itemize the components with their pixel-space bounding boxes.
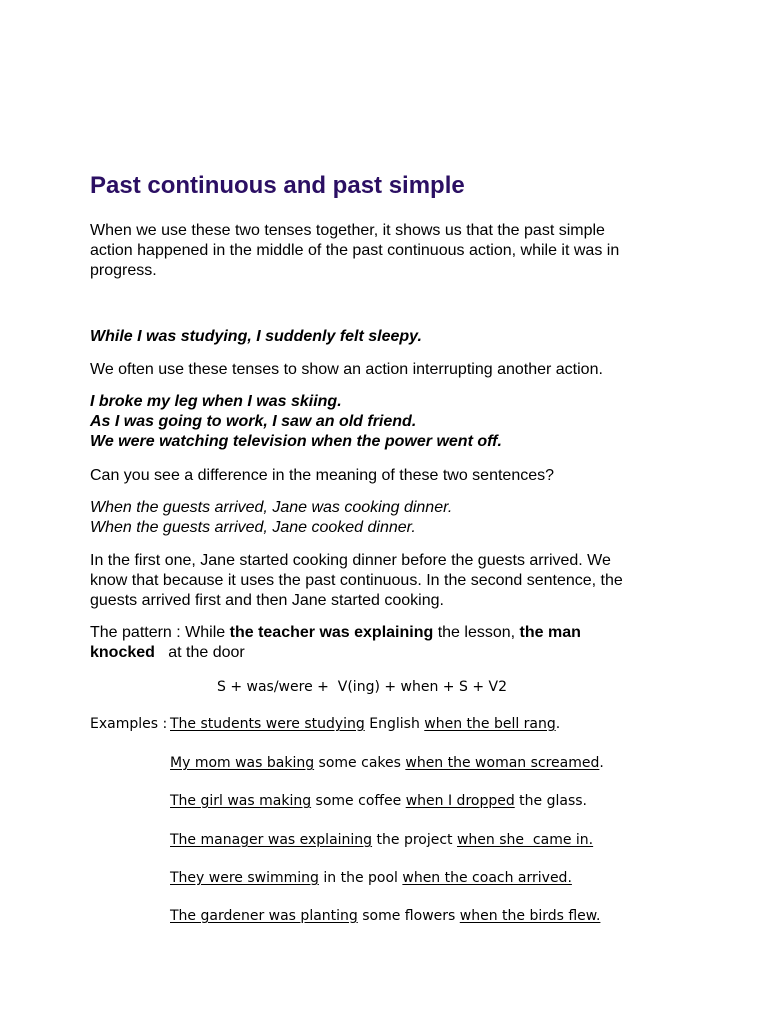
example-middle: some cakes [314, 755, 406, 771]
example-end: . [599, 755, 604, 771]
example-sentence [170, 753, 604, 773]
pattern-suffix: at the door [154, 644, 245, 661]
intro-line: When we use these two tenses together, it shows us that the past simple [90, 222, 605, 239]
example-sleepy: While I was studying, I suddenly felt sleepy. [90, 328, 422, 345]
explanation-line: know that because it uses the past continuous. In the second sentence, the [90, 572, 623, 589]
difference-example: When the guests arrived, Jane was cooking dinner. [90, 499, 453, 516]
example-sentence [170, 868, 572, 888]
example-continuous-clause: My mom was baking [170, 755, 315, 771]
pattern-formula: S + was/were + V(ing) + when + S + V2 [217, 679, 507, 695]
example-middle: some flowers [357, 908, 460, 924]
difference-examples [90, 498, 680, 538]
example-middle: the project [372, 832, 457, 848]
example-middle: in the pool [318, 870, 403, 886]
example-simple-clause: when the bell rang [424, 716, 556, 732]
difference-example: When the guests arrived, Jane cooked dinner. [90, 519, 416, 536]
pattern-bold-verb: knocked [90, 644, 155, 661]
interrupt-example: As I was going to work, I saw an old friend. [90, 413, 417, 430]
example-sentence [170, 830, 593, 850]
interrupt-example: I broke my leg when I was skiing. [90, 393, 342, 410]
example-simple-clause: when she came in. [456, 832, 594, 848]
example-sentence [170, 791, 587, 811]
example-end: . [555, 716, 561, 732]
explanation-line: In the first one, Jane started cooking dinner before the guests arrived. We [90, 552, 611, 569]
pattern-prefix: The pattern : While [90, 624, 230, 641]
pattern-line [90, 623, 680, 643]
page-title: Past continuous and past simple [90, 172, 465, 199]
example-sentence [170, 906, 600, 926]
intro-line: progress. [90, 262, 157, 279]
example-simple-clause: when the birds flew. [459, 908, 601, 924]
example-continuous-clause: They were swimming [170, 870, 319, 886]
explanation-paragraph [90, 551, 680, 611]
example-end: the glass. [514, 793, 588, 809]
example-simple-clause: when the woman screamed [405, 755, 600, 771]
interrupt-text: We often use these tenses to show an action interrupting another action. [90, 361, 603, 378]
interrupt-example: We were watching television when the power went off. [90, 433, 502, 450]
difference-question: Can you see a difference in the meaning of these two sentences? [90, 467, 555, 484]
example-middle: English [364, 716, 425, 732]
example-simple-clause: when I dropped [405, 793, 515, 809]
example-simple-clause: when the coach arrived. [402, 870, 572, 886]
examples-label: Examples : [90, 716, 168, 732]
explanation-line: guests arrived first and then Jane started cooking. [90, 592, 444, 609]
example-sentence [170, 714, 560, 734]
pattern-bold-interrupt: the man [519, 624, 581, 641]
example-continuous-clause: The girl was making [170, 793, 312, 809]
example-middle: some coffee [311, 793, 406, 809]
pattern-paragraph [90, 623, 680, 663]
example-continuous-clause: The gardener was planting [170, 908, 358, 924]
pattern-line [90, 643, 680, 663]
pattern-mid: the lesson, [433, 624, 520, 641]
example-continuous-clause: The manager was explaining [170, 832, 373, 848]
pattern-bold-subject: the teacher was explaining [229, 624, 434, 641]
intro-paragraph [90, 221, 680, 281]
intro-line: action happened in the middle of the past continuous action, while it was in [90, 242, 620, 259]
example-continuous-clause: The students were studying [170, 716, 365, 732]
interrupt-examples [90, 392, 680, 452]
